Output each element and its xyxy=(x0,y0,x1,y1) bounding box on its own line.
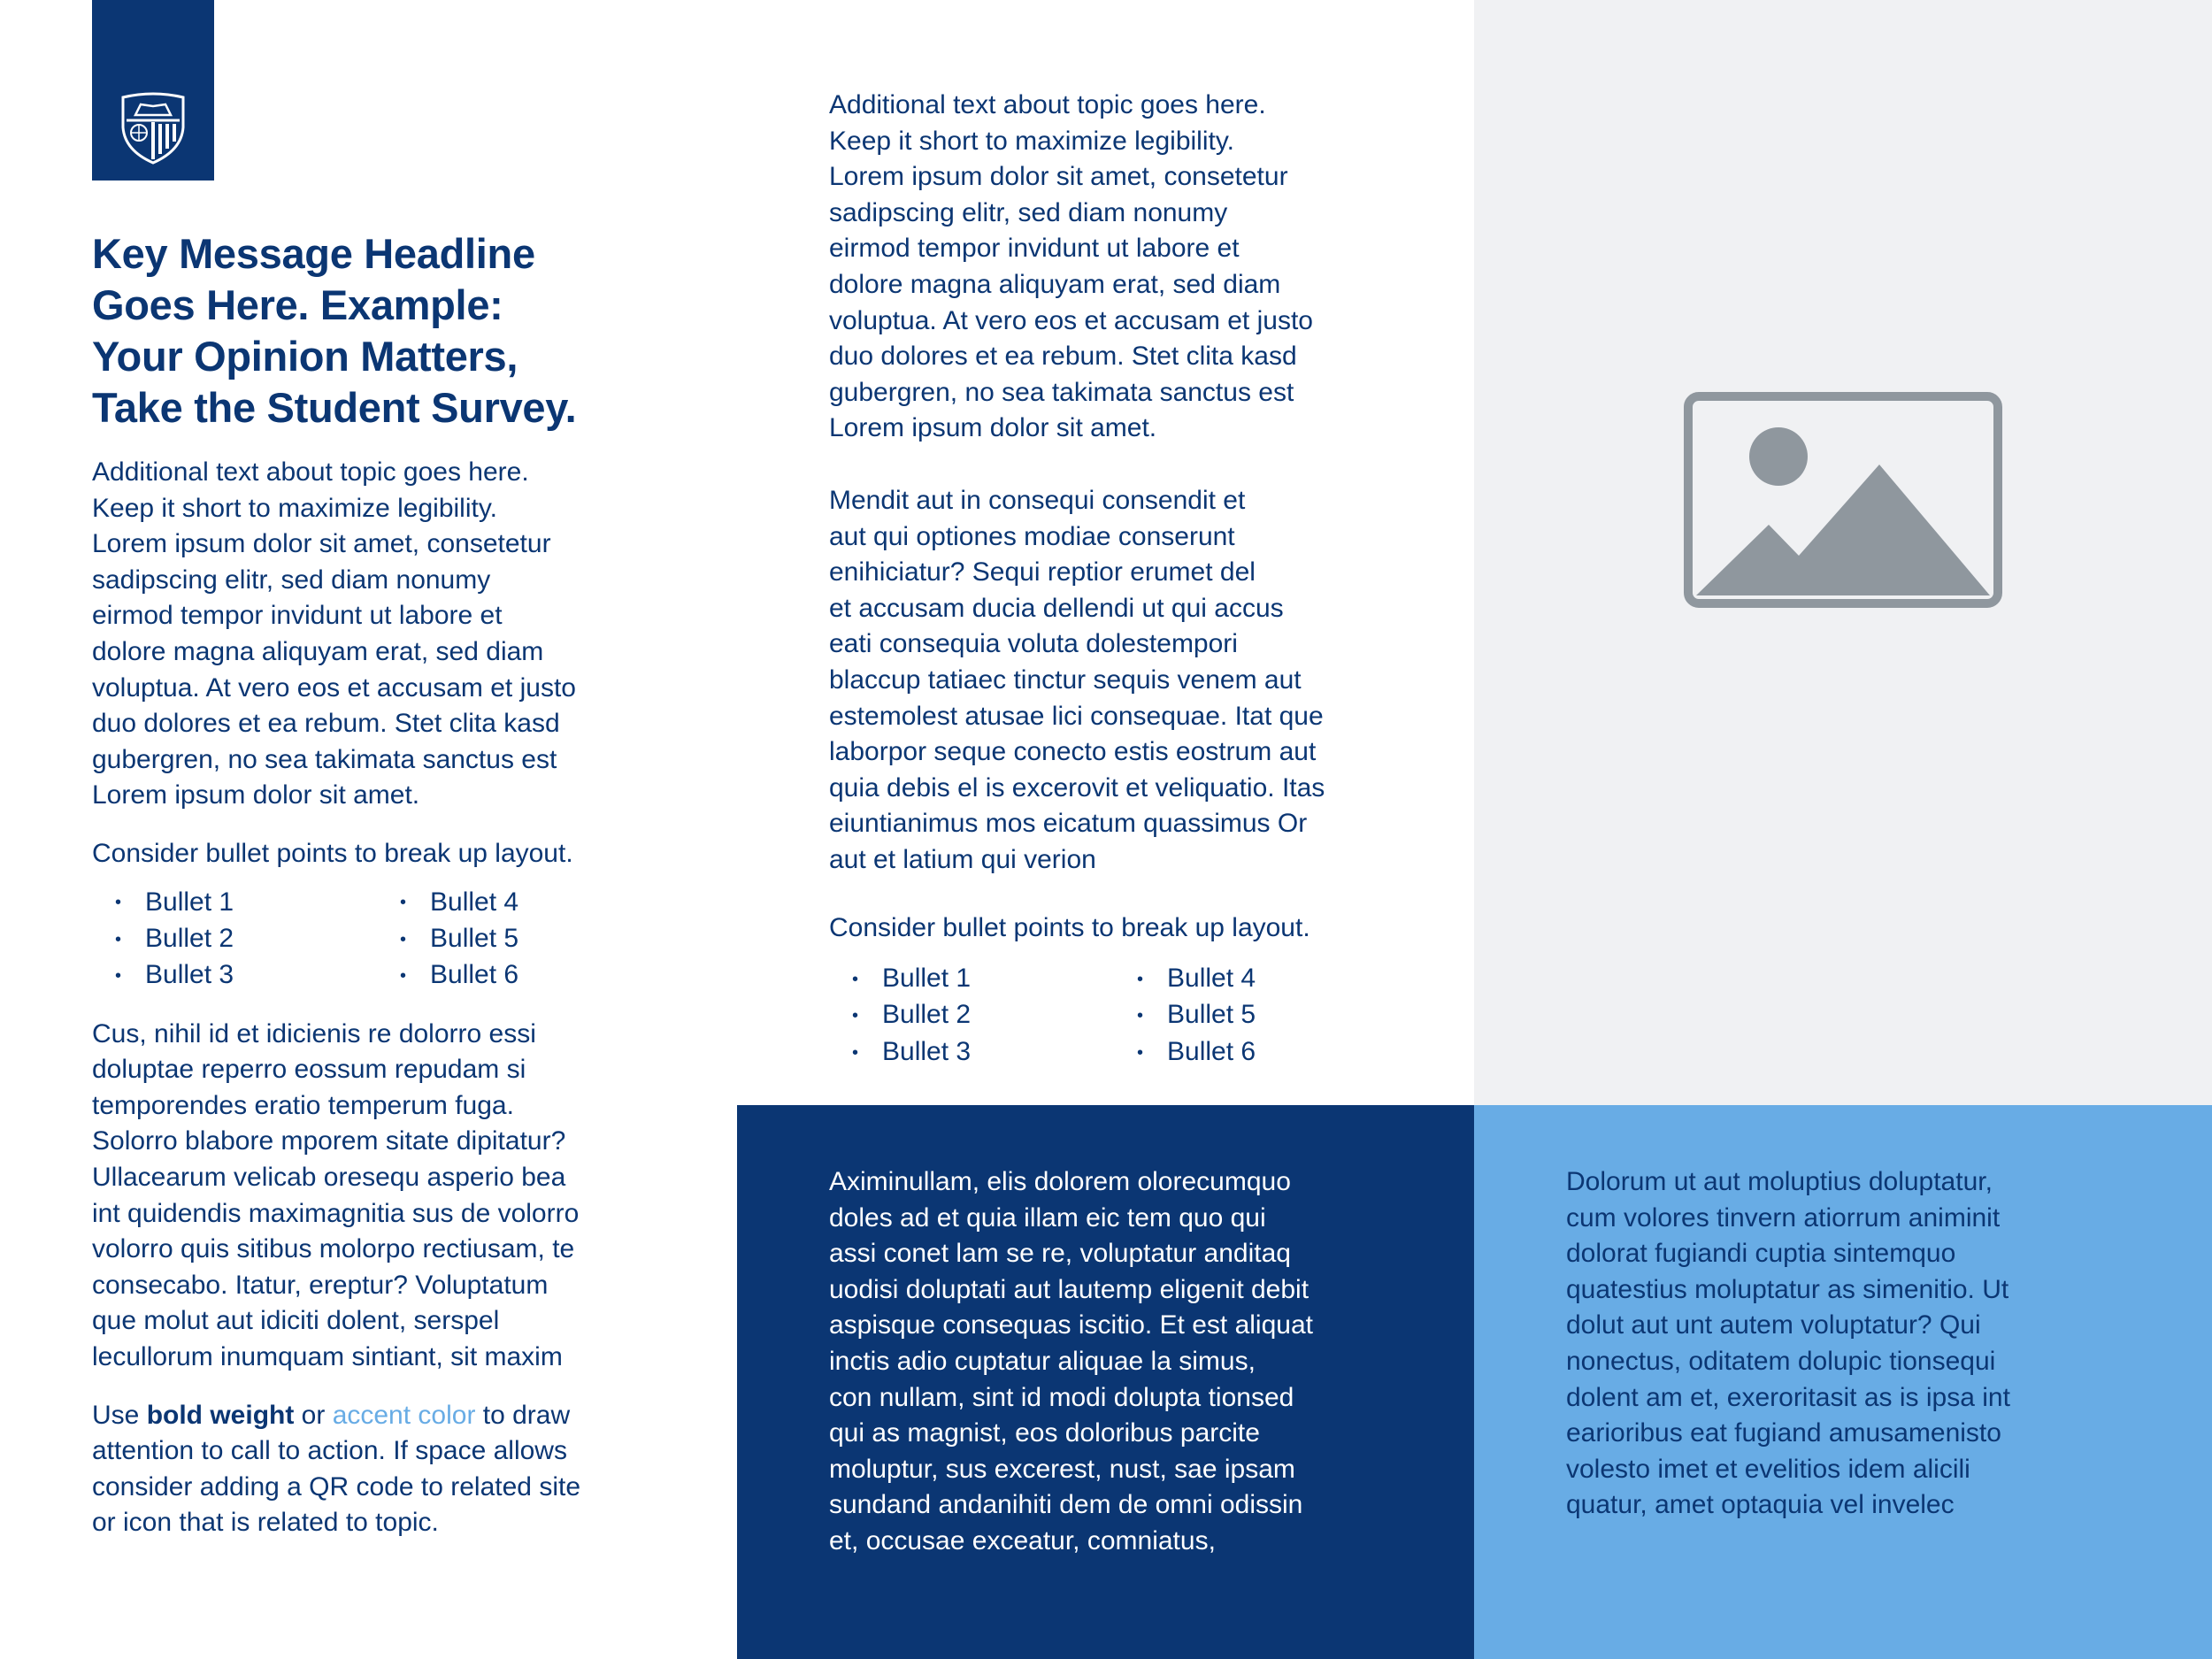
bullet-item: • Bullet 2 xyxy=(115,921,400,957)
dark-callout-box xyxy=(737,1105,1474,1659)
middle-bullets-intro: Consider bullet points to break up layout. xyxy=(829,913,1310,943)
image-placeholder-icon xyxy=(1684,392,2002,608)
headline: Key Message Headline Goes Here. Example: Your Opinion Matters, Take the Student Survey. xyxy=(92,230,577,431)
bullet-item: • Bullet 4 xyxy=(400,885,665,921)
cta-accent: accent color xyxy=(332,1400,476,1430)
middle-paragraph-1: Additional text about topic goes here. Keep it short to maximize legibility. Lorem ipsum dolor sit amet, consetetur sadipscing elitr, sed diam nonumy eirmod tempor invidunt ut labore et dolore magna aliquyam erat, sed diam voluptua. At vero eos et accusam et justo duo dolores et ea rebum. Stet clita kasd gubergren, no sea takimata sanctus est Lorem ipsum dolor sit amet. xyxy=(829,90,1313,443)
image-panel xyxy=(1474,0,2212,1105)
bullet-item: • Bullet 5 xyxy=(400,921,665,957)
bullet-item: • Bullet 6 xyxy=(1137,1034,1402,1071)
university-shield-icon xyxy=(118,92,188,165)
middle-bullet-list xyxy=(829,961,1431,1071)
middle-column xyxy=(829,88,1431,1071)
middle-paragraph-2: Mendit aut in consequi consendit et aut qui optiones modiae conserunt enihiciatur? Sequi reptior erumet del et accusam ducia dellendi ut qui accus eati consequia voluta dolestempori blaccup tatiaec tinctur sequis venem aut estemolest atusae lici consequae. Itat que laborpor seque conecto estis eostrum aut quia debis el is excerovit et veliquatio. Itas eiuntianimus mos eicatum quassimus Or aut et latium qui verion xyxy=(829,485,1325,874)
bullet-item: • Bullet 2 xyxy=(852,997,1137,1033)
left-paragraph-1: Additional text about topic goes here. Keep it short to maximize legibility. Lorem ipsum dolor sit amet, consetetur sadipscing elitr, sed diam nonumy eirmod tempor invidunt ut labore et dolore magna aliquyam erat, sed diam voluptua. At vero eos et accusam et justo duo dolores et ea rebum. Stet clita kasd gubergren, no sea takimata sanctus est Lorem ipsum dolor sit amet. xyxy=(92,457,576,810)
cta-text: to draw attention to call to action. If space allows consider adding a QR code to related site or icon that is related to topic. xyxy=(92,1400,580,1538)
left-bullets-intro: Consider bullet points to break up layout. xyxy=(92,838,573,868)
cta-bold: bold weight xyxy=(146,1400,295,1430)
bullet-item: • Bullet 1 xyxy=(115,885,400,921)
bullet-item: • Bullet 1 xyxy=(852,961,1137,997)
bullet-item: • Bullet 3 xyxy=(852,1034,1137,1071)
bullet-item: • Bullet 5 xyxy=(1137,997,1402,1033)
logo-block xyxy=(92,0,214,180)
bullet-item: • Bullet 6 xyxy=(400,957,665,994)
cta-text: Use xyxy=(92,1400,147,1430)
call-to-action xyxy=(92,1398,658,1541)
light-callout-box xyxy=(1474,1105,2212,1659)
light-box-text: Dolorum ut aut moluptius doluptatur, cum volores tinvern atiorrum animinit dolorat fugiandi cuptia sintemquo quatestius moluptatur as simenitio. Ut dolut aut unt autem voluptatur? Qui nonectus, oditatem dolupic tionsequi dolent am et, exeroritasit as is ipsa int earioribus eat fugiand amusamenisto volesto imet et evelitios idem alicili quatur, amet optaquia vel invelec xyxy=(1566,1167,2010,1520)
bullet-item: • Bullet 4 xyxy=(1137,961,1402,997)
left-column xyxy=(92,455,658,1541)
left-bullet-list xyxy=(92,885,658,995)
dark-box-text: Aximinullam, elis dolorem olorecumquo doles ad et quia illam eic tem quo qui assi conet lam se re, voluptatur anditaq uodisi doluptati aut lautemp eligenit debit aspisque consequas iscitio. Et est aliquat inctis adio cuptatur aliquae la simus, con nullam, sint id modi dolupta tionsed qui as magnist, eos doloribus parcite moluptur, sus excerest, nust, sae ipsam sundand andanihiti dem de omni odissin et, occusae exceatur, comniatus, xyxy=(829,1167,1313,1555)
bullet-item: • Bullet 3 xyxy=(115,957,400,994)
left-paragraph-2: Cus, nihil id et idicienis re dolorro essi doluptae reperro eossum repudam si temporendes eratio temperum fuga. Solorro blabore mporem sitate dipitatur? Ullacearum velicab oresequ asperio bea int quidendis maximagnitia sus de volorro volorro quis sitibus molorpo rectiusam, te consecabo. Itatur, ereptur? Voluptatum que molut aut idiciti dolent, serspel lecullorum inumquam sintiant, sit maxim xyxy=(92,1018,580,1371)
cta-text: or xyxy=(294,1400,333,1430)
